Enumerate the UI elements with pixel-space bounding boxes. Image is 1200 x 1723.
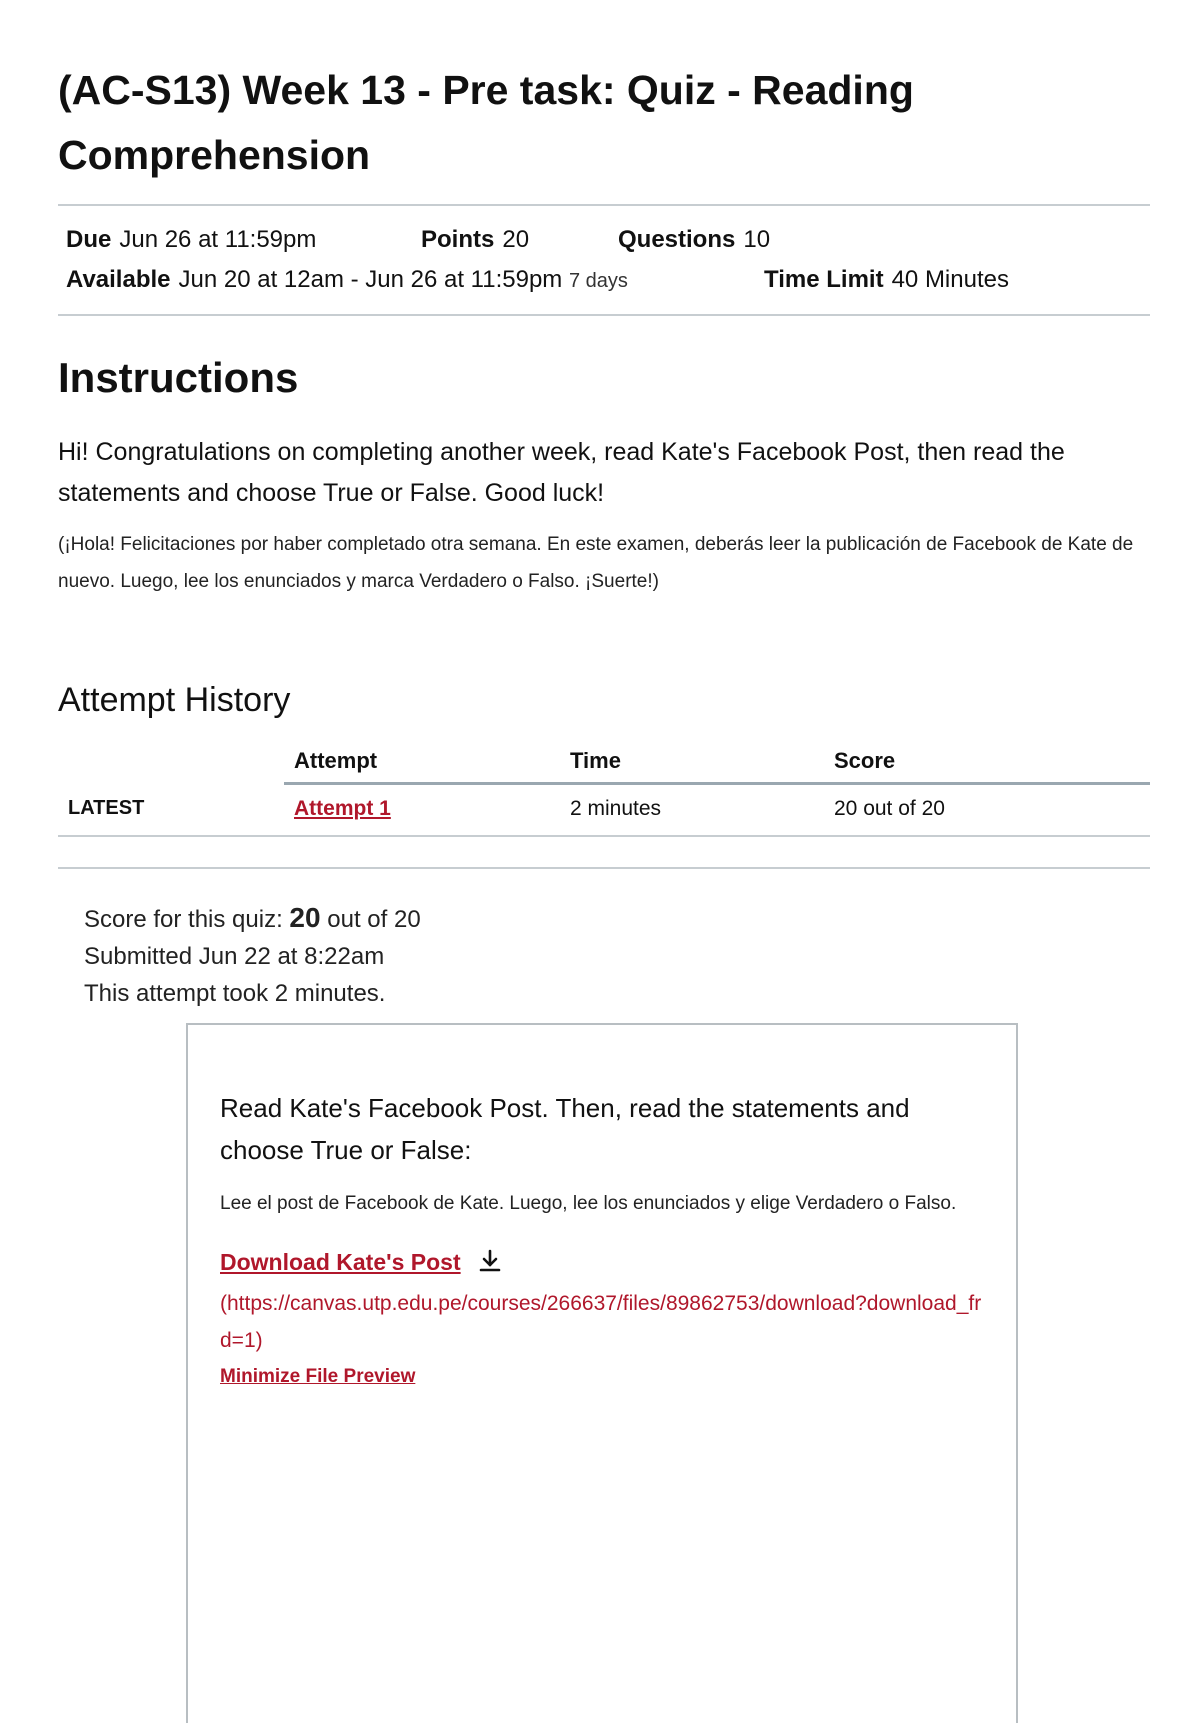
available-value: Jun 20 at 12am - Jun 26 at 11:59pm [178, 266, 563, 293]
due-label: Due [66, 226, 112, 253]
instructions-heading: Instructions [58, 354, 299, 401]
table-row [58, 784, 1150, 837]
latest-label: LATEST [58, 784, 284, 837]
minimize-preview-link[interactable]: Minimize File Preview [220, 1366, 416, 1387]
instructions-text: Hi! Congratulations on completing another week, read Kate's Facebook Post, then read the statements and choose True or False. Good luck! [58, 438, 1065, 507]
score-suffix: out of 20 [327, 906, 421, 933]
column-header [58, 738, 284, 784]
quiz-page [58, 0, 1150, 1012]
attempt-history-heading: Attempt History [58, 681, 291, 719]
time-limit-detail [764, 266, 1009, 294]
divider [58, 314, 1150, 316]
score-summary [84, 899, 1150, 1012]
time-cell: 2 minutes [560, 784, 824, 837]
points-detail [421, 226, 529, 254]
duration-line: This attempt took 2 minutes. [84, 980, 386, 1007]
column-header-score: Score [824, 738, 1150, 784]
score-line [84, 899, 1150, 938]
quiz-details [58, 206, 1150, 314]
available-detail [66, 266, 628, 294]
time-limit-value: 40 Minutes [891, 266, 1009, 293]
questions-value: 10 [743, 226, 771, 253]
download-post-link[interactable]: Download Kate's Post [220, 1249, 461, 1275]
table-header-row [58, 738, 1150, 784]
column-header-time: Time [560, 738, 824, 784]
question-box [186, 1023, 1018, 1723]
questions-label: Questions [618, 226, 736, 253]
question-spanish: Lee el post de Facebook de Kate. Luego, lee los enunciados y elige Verdadero o Falso. [220, 1193, 957, 1214]
available-label: Available [66, 266, 171, 293]
column-header-attempt: Attempt [284, 738, 560, 784]
download-icon[interactable] [477, 1248, 503, 1285]
submitted-line: Submitted Jun 22 at 8:22am [84, 943, 385, 970]
score-cell: 20 out of 20 [824, 784, 1150, 837]
score-value: 20 [289, 902, 321, 933]
divider [58, 867, 1150, 869]
question-text: Read Kate's Facebook Post. Then, read the statements and choose True or False: [220, 1093, 910, 1165]
available-days: 7 days [568, 270, 628, 292]
download-row [220, 1244, 986, 1285]
due-detail [66, 226, 316, 254]
points-label: Points [421, 226, 495, 253]
attempt-1-link[interactable]: Attempt 1 [294, 797, 391, 820]
page-title: (AC-S13) Week 13 - Pre task: Quiz - Reading Comprehension [58, 67, 914, 178]
points-value: 20 [502, 226, 530, 253]
questions-detail [618, 226, 770, 254]
score-prefix: Score for this quiz: [84, 906, 283, 933]
instructions-spanish: (¡Hola! Felicitaciones por haber completado otra semana. En este examen, deberás leer la publicación de Facebook de Kate de nuevo. Luego, lee los enunciados y marca Verdadero o Falso. ¡Suerte!) [58, 534, 1134, 592]
time-limit-label: Time Limit [764, 266, 884, 293]
due-value: Jun 26 at 11:59pm [119, 226, 317, 253]
download-url[interactable]: (https://canvas.utp.edu.pe/courses/266637/files/89862753/download?download_frd=1) [220, 1292, 982, 1352]
attempt-cell [284, 784, 560, 837]
attempt-history-table [58, 738, 1150, 837]
